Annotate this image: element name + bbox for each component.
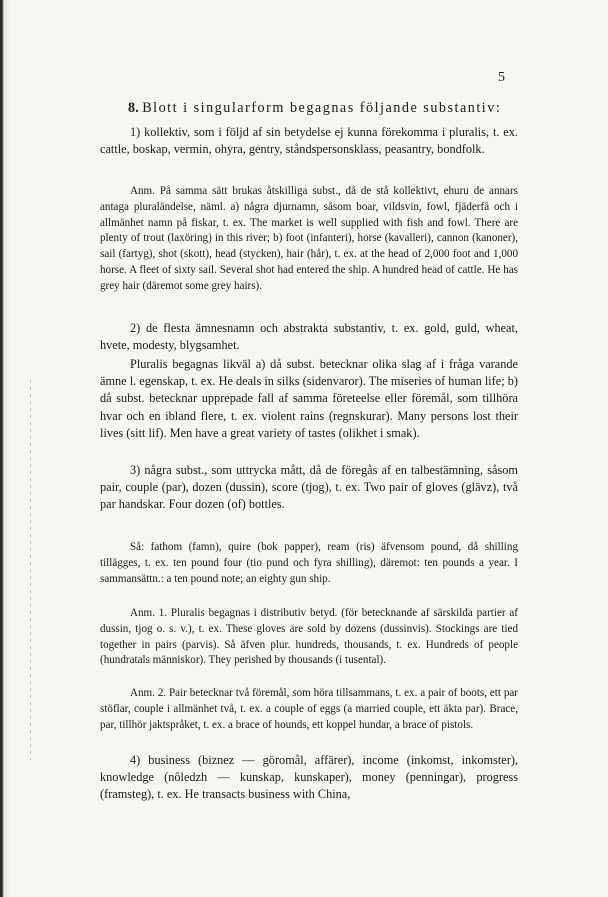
paragraph-material-nouns: 2) de flesta ämnesnamn och abstrakta substantiv, t. ex. gold, guld, wheat, hvete, modesty, blygsamhet.: [100, 321, 518, 353]
paragraph-collective: 1) kollektiv, som i följd af sin betydelse ej kunna förekomma i pluralis, t. ex. cattle, boskap, vermin, ohyra, gentry, ståndspersonsklass, peasantry, bondfolk.: [100, 125, 518, 157]
scan-binding-edge: [0, 0, 12, 897]
page-number: 5: [498, 70, 505, 85]
paragraph-measures: 3) några subst., som uttrycka mått, då de föregås af en talbestämning, såsom pair, couple (par), dozen (dussin), score (tjog), t. ex. Two pair of gloves (glävz), två par handskar. Four dozen (of) bottles.: [100, 463, 518, 512]
note-1-distributive: Anm. 1. Pluralis begagnas i distributiv betyd. (för betecknande af särskilda partier af dussin, tjog o. s. v.), t. ex. These gloves are sold by dozens (dussinvis). Stockings are tied together in pairs (parvis). Så äfven plur. hundreds, thousands, t. ex. Hundreds of people (hundratals människor). They perished by thousands (i tusental).: [100, 607, 518, 667]
paragraph-business: 4) business (biznez — göromål, affärer), income (inkomst, inkomster), knowledge (nôledzh — kunskap, kunskaper), money (penningar), progress (framsteg), t. ex. He transacts business with China,: [100, 753, 518, 802]
section-heading-text: Blott i singularform begagnas följande substantiv:: [142, 100, 502, 116]
section-heading: [128, 100, 501, 117]
section-number: 8.: [128, 100, 139, 116]
paragraph-plural-exceptions: Pluralis begagnas likväl a) då subst. betecknar olika slag af i fråga varande ämne l. egenskap, t. ex. He deals in silks (sidenvaror). The miseries of human life; b) då subst. betecknar upprepade fall af samma företeelse eller föremål, som tillhöra hvar och en ibland flere, t. ex. violent rains (regnskurar). Many persons lost their lives (sitt lif). Men have a great variety of tastes (olikhet i smak).: [100, 357, 518, 440]
note-collective: Anm. På samma sätt brukas åtskilliga subst., då de stå kollektivt, ehuru de annars antaga pluraländelse, näml. a) några djurnamn, såsom boar, vildsvin, fowl, fjäderfä och i allmänhet namn på fiskar, t. ex. The market is well supplied with fish and fowl. There are plenty of trout (laxöring) in this river; b) foot (infanteri), horse (kavalleri), cannon (kanoner), sail (fartyg), shot (skott), head (stycken), hair (hår), t. ex. at the head of 2,000 foot and 1,000 horse. A fleet of sixty sail. Several shot had entered the ship. A hundred head of cattle. He has grey hair (däremot some grey hairs).: [100, 185, 518, 292]
scan-margin-mark: [30, 380, 31, 760]
note-2-pair: Anm. 2. Pair betecknar två föremål, som höra tillsammans, t. ex. a pair of boots, ett par stöflar, couple i allmänhet två, t. ex. a couple of eggs (a married couple, ett äkta par). Brace, par, tillhör jaktspråket, t. ex. a brace of hounds, ett koppel hundar, a brace of pistols.: [100, 687, 518, 731]
paragraph-measures-more: Så: fathom (famn), quire (bok papper), ream (ris) äfvensom pound, då shilling tillägges, t. ex. ten pound four (tio pund och fyra shilling), däremot: ten pounds a year. I sammansättn.: a ten pound note; an eighty gun ship.: [100, 541, 518, 585]
